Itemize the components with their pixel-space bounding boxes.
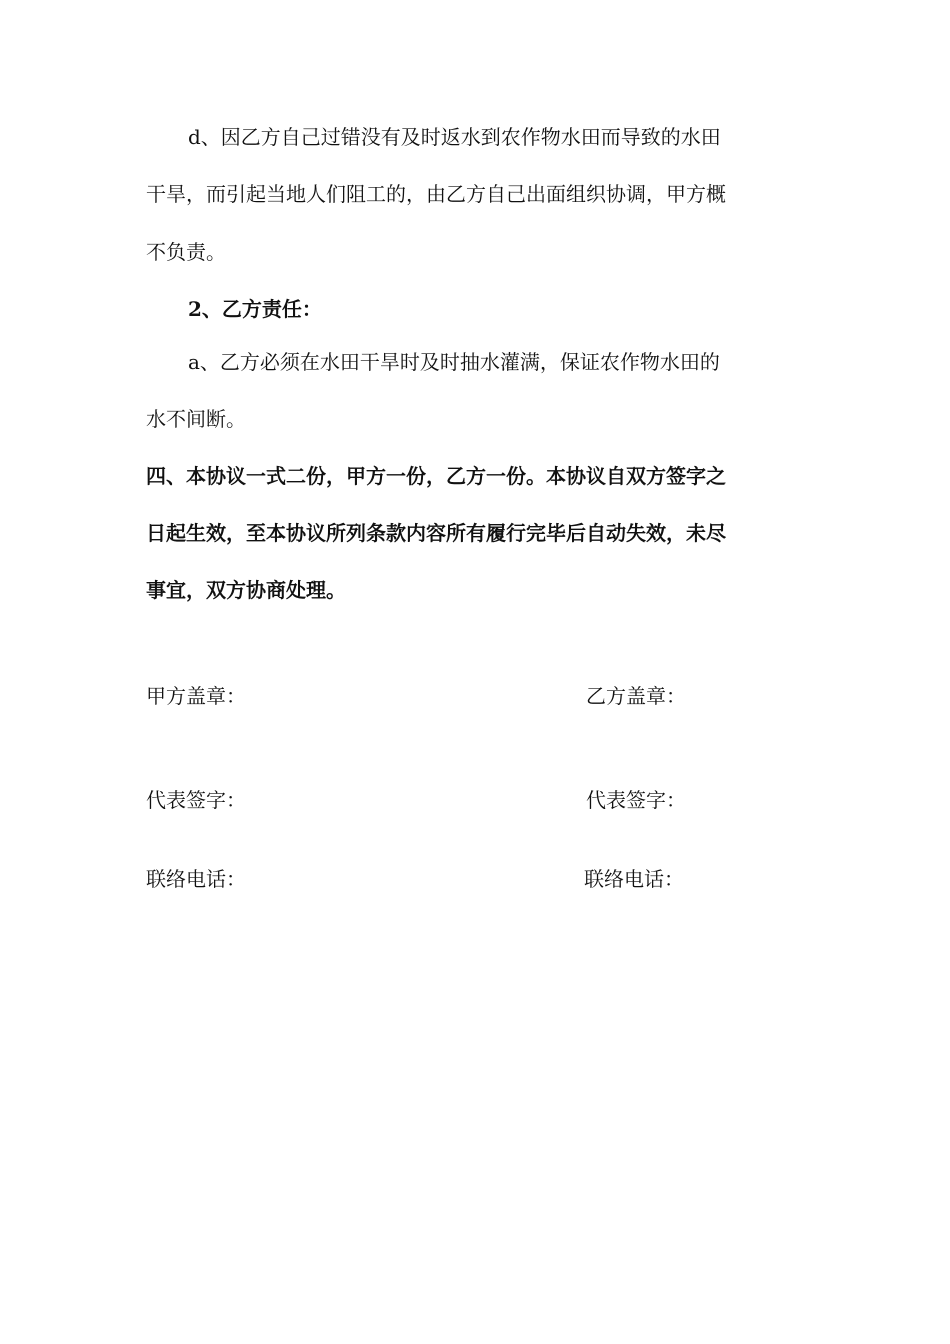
- party-b-phone-label: 联络电话：: [584, 867, 684, 891]
- clause-d-line-3: 不负责。: [146, 240, 226, 264]
- clause-d-line-2: 干旱，而引起当地人们阻工的，由乙方自己出面组织协调，甲方概: [146, 182, 726, 206]
- party-a-seal-label: 甲方盖章：: [146, 684, 246, 708]
- party-b-representative-label: 代表签字：: [586, 788, 686, 812]
- party-a-representative-label: 代表签字：: [146, 788, 246, 812]
- clause-d-line-1: d、因乙方自己过错没有及时返水到农作物水田而导致的水田: [188, 125, 721, 149]
- party-a-phone-label: 联络电话：: [146, 867, 246, 891]
- section-4-line-2: 日起生效，至本协议所列条款内容所有履行完毕后自动失效，未尽: [146, 521, 726, 545]
- party-b-seal-label: 乙方盖章：: [586, 684, 686, 708]
- section-4-line-1: 四、本协议一式二份，甲方一份，乙方一份。本协议自双方签字之: [146, 464, 726, 488]
- clause-a-line-2: 水不间断。: [146, 407, 246, 431]
- section-2-heading: 2、乙方责任：: [188, 297, 322, 321]
- clause-a-line-1: a、乙方必须在水田干旱时及时抽水灌满，保证农作物水田的: [188, 350, 720, 374]
- section-4-line-3: 事宜，双方协商处理。: [146, 578, 346, 602]
